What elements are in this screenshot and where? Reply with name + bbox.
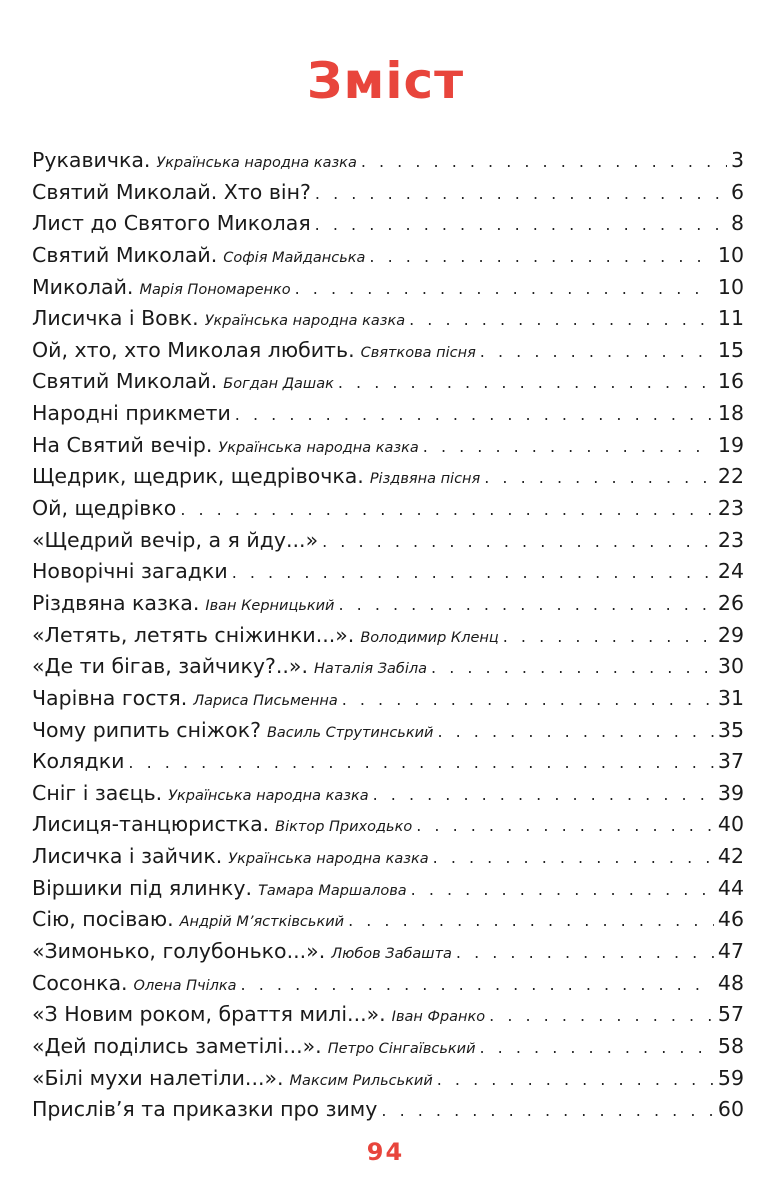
toc-entry-author: Богдан Дашак: [223, 376, 334, 393]
toc-entry-title: Ой, хто, хто Миколая любить.: [32, 337, 355, 362]
toc-entry-page: 35: [717, 717, 744, 742]
toc-entry: [32, 971, 744, 1003]
toc-entry-title: Чому рипить сніжок?: [32, 717, 261, 742]
dot-leader: [235, 405, 714, 424]
toc-entry-title: Рукавичка.: [32, 148, 151, 172]
toc-entry-author: Любов Забашта: [331, 946, 452, 963]
toc-entry-title: «Де ти бігав, зайчику?..».: [32, 654, 308, 679]
dot-leader: [361, 152, 727, 171]
toc-entry-page: 10: [717, 242, 744, 267]
dot-leader: [411, 880, 714, 899]
toc-entry: [32, 401, 744, 433]
toc-entry-author: Олена Пчілка: [133, 977, 237, 994]
toc-entry-author: Віктор Приходько: [275, 819, 413, 836]
toc-entry-author: Іван Керницький: [205, 597, 335, 614]
toc-entry-page: 40: [717, 812, 744, 837]
toc-entry: [32, 528, 744, 560]
toc-entry: [32, 243, 744, 275]
toc-entry-page: 18: [717, 401, 744, 426]
toc-entry: [32, 148, 744, 180]
toc-entry-page: 10: [717, 274, 744, 299]
toc-entry-title: Віршики під ялинку.: [32, 875, 253, 900]
dot-leader: [480, 1038, 714, 1057]
toc-entry: [32, 812, 744, 844]
dot-leader: [338, 595, 713, 614]
toc-entry-title: «Щедрий вечір, а я йду...»: [32, 527, 319, 552]
toc-entry-author: Наталія Забіла: [313, 661, 428, 678]
toc-entry: [32, 939, 744, 971]
toc-entry-title: «Білі мухи налетіли...».: [32, 1065, 284, 1090]
toc-entry-author: Різдвяна пісня: [369, 471, 481, 488]
dot-leader: [381, 1101, 714, 1120]
toc-entry: [32, 686, 744, 718]
toc-entry-page: 8: [730, 211, 744, 236]
toc-entry-author: Андрій М’ястківський: [179, 914, 345, 931]
toc-entry-title: Святий Миколай. Хто він?: [32, 179, 311, 204]
toc-entry: [32, 306, 744, 338]
dot-leader: [315, 184, 727, 203]
toc-entry-page: 3: [730, 148, 744, 172]
toc-entry: [32, 1002, 744, 1034]
toc-entry-title: Святий Миколай.: [32, 369, 218, 394]
dot-leader: [484, 468, 714, 487]
dot-leader: [433, 848, 714, 867]
toc-entry: [32, 338, 744, 370]
toc-entry: [32, 180, 744, 212]
toc-entry-author: Українська народна казка: [204, 313, 406, 330]
toc-entry-title: Різдвяна казка.: [32, 590, 200, 615]
toc-entry-title: Лист до Святого Миколая: [32, 211, 311, 236]
toc-entry-title: «Дей поділись заметілі...».: [32, 1033, 322, 1058]
toc-entry-title: «З Новим роком, браття милі...».: [32, 1002, 386, 1027]
toc-entry-page: 46: [717, 907, 744, 932]
dot-leader: [373, 785, 714, 804]
toc-entry-title: Ой, щедрівко: [32, 496, 177, 521]
toc-entry-title: Лисиця-танцюристка.: [32, 812, 270, 837]
toc-entry-page: 37: [717, 749, 744, 774]
toc-entry: [32, 654, 744, 686]
toc-entry-title: Лисичка і зайчик.: [32, 844, 223, 869]
toc-entry-title: Колядки: [32, 749, 125, 774]
dot-leader: [322, 532, 714, 551]
toc-entry-author: Марія Пономаренко: [139, 281, 291, 298]
dot-leader: [480, 342, 714, 361]
toc-entry-author: Українська народна казка: [228, 851, 429, 868]
toc-entry-page: 22: [717, 464, 744, 489]
dot-leader: [180, 500, 714, 519]
dot-leader: [431, 658, 714, 677]
toc-entry-author: Іван Франко: [391, 1009, 486, 1026]
dot-leader: [409, 310, 714, 329]
toc-entry-author: Українська народна казка: [218, 439, 419, 456]
toc-entry: [32, 559, 744, 591]
toc-entry-page: 11: [717, 306, 744, 331]
toc-entry-title: Лисичка і Вовк.: [32, 306, 199, 331]
toc-entry-page: 48: [717, 970, 744, 995]
dot-leader: [437, 1070, 714, 1089]
toc-entry: [32, 844, 744, 876]
toc-entry-page: 42: [717, 844, 744, 869]
toc-entry-author: Володимир Кленц: [360, 629, 499, 646]
toc-entry-title: Сніг і заєць.: [32, 780, 163, 805]
toc-entry-title: Прислів’я та приказки про зиму: [32, 1097, 378, 1122]
dot-leader: [437, 722, 713, 741]
toc-entry: [32, 623, 744, 655]
toc-entry: [32, 433, 744, 465]
toc-entry-title: Щедрик, щедрик, щедрівочка.: [32, 464, 364, 489]
toc-entry-author: Українська народна казка: [168, 787, 369, 804]
toc-entry-author: Лариса Письменна: [193, 692, 338, 709]
toc-entry-title: «Зимонько, голубонько...».: [32, 939, 326, 964]
toc-entry-title: Народні прикмети: [32, 401, 231, 426]
toc-entry: [32, 1034, 744, 1066]
dot-leader: [128, 753, 713, 772]
dot-leader: [369, 247, 713, 266]
toc-entry-author: Святкова пісня: [360, 344, 476, 361]
toc-entry: [32, 211, 744, 243]
toc-entry-title: Чарівна гостя.: [32, 685, 188, 710]
toc-entry-author: Тамара Маршалова: [258, 882, 407, 899]
toc-entry: [32, 591, 744, 623]
toc-entry: [32, 1097, 744, 1129]
toc-entry: [32, 275, 744, 307]
toc-entry-title: Сію, посіваю.: [32, 907, 174, 932]
toc-entry-title: Новорічні загадки: [32, 559, 228, 584]
toc-entry-author: Максим Рильський: [289, 1072, 433, 1089]
toc-entry-page: 23: [717, 527, 744, 552]
toc-entry: [32, 369, 744, 401]
toc-entry-author: Софія Майданська: [223, 249, 366, 266]
dot-leader: [241, 975, 714, 994]
toc-entry-page: 44: [717, 875, 744, 900]
dot-leader: [315, 215, 727, 234]
dot-leader: [232, 563, 714, 582]
toc-entry: [32, 464, 744, 496]
dot-leader: [348, 911, 714, 930]
toc-entry-title: На Святий вечір.: [32, 432, 213, 457]
toc-entry-page: 15: [717, 337, 744, 362]
page-title: Зміст: [306, 52, 465, 110]
toc-entry-author: Василь Струтинський: [266, 724, 434, 741]
toc-entry-page: 16: [717, 369, 744, 394]
toc-entry-title: Сосонка.: [32, 970, 128, 995]
dot-leader: [423, 437, 714, 456]
dot-leader: [295, 279, 714, 298]
toc-entry-author: Петро Сінгаївський: [327, 1040, 476, 1057]
toc-entry-page: 29: [717, 622, 744, 647]
toc-entry-title: Святий Миколай.: [32, 242, 218, 267]
toc-entry: [32, 907, 744, 939]
page-number: 94: [366, 1138, 405, 1166]
dot-leader: [338, 373, 714, 392]
toc-entry-page: 39: [717, 780, 744, 805]
toc-entry: [32, 781, 744, 813]
toc-entry-page: 31: [717, 685, 744, 710]
toc-entry-title: Миколай.: [32, 274, 134, 299]
toc-entry-page: 23: [717, 496, 744, 521]
toc-entry-page: 57: [717, 1002, 744, 1027]
dot-leader: [416, 816, 714, 835]
table-of-contents: [32, 148, 744, 1129]
dot-leader: [456, 943, 714, 962]
toc-entry: [32, 718, 744, 750]
toc-entry-page: 19: [717, 432, 744, 457]
toc-entry: [32, 496, 744, 528]
toc-entry: [32, 749, 744, 781]
toc-entry-author: Українська народна казка: [156, 155, 357, 171]
toc-entry: [32, 1066, 744, 1098]
toc-entry-page: 59: [717, 1065, 744, 1090]
toc-entry: [32, 876, 744, 908]
toc-entry-page: 30: [717, 654, 744, 679]
toc-entry-title: «Летять, летять сніжинки...».: [32, 622, 355, 647]
dot-leader: [503, 627, 714, 646]
toc-entry-page: 26: [717, 590, 744, 615]
toc-entry-page: 24: [717, 559, 744, 584]
toc-entry-page: 6: [730, 179, 744, 204]
toc-entry-page: 47: [717, 939, 744, 964]
toc-entry-page: 58: [717, 1033, 744, 1058]
toc-entry-page: 60: [717, 1097, 744, 1122]
dot-leader: [489, 1006, 714, 1025]
dot-leader: [342, 690, 714, 709]
